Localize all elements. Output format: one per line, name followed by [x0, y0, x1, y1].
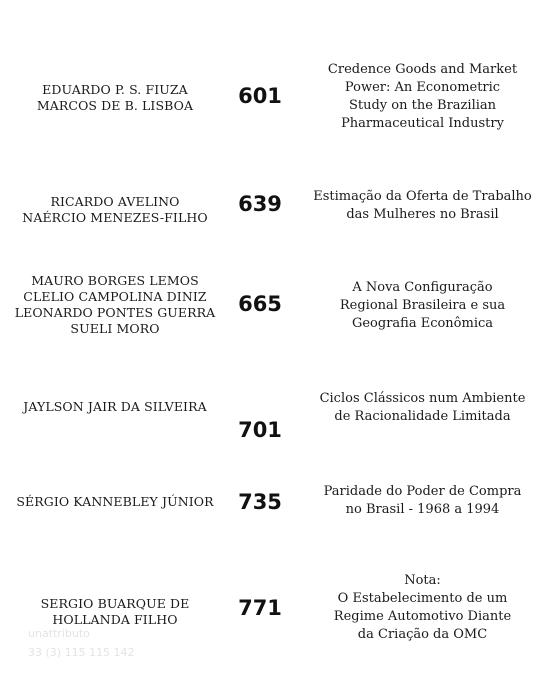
- entry-title: [300, 483, 545, 519]
- entry-authors: [0, 273, 230, 337]
- author-name: SUELI MORO: [70, 321, 160, 336]
- entry-title: [300, 61, 545, 133]
- title-line: O Estabelecimento de um: [337, 591, 508, 606]
- title-line: Power: An Econometric: [344, 80, 501, 95]
- title-line: Geografia Econômica: [351, 316, 494, 331]
- entry-title: [300, 390, 545, 426]
- entry-authors: [0, 194, 230, 226]
- author-name: HOLLANDA FILHO: [52, 612, 178, 627]
- author-name: MAURO BORGES LEMOS: [31, 273, 199, 288]
- author-name: EDUARDO P. S. FIUZA: [42, 82, 188, 97]
- title-line: Ciclos Clássicos num Ambiente: [319, 391, 526, 406]
- entry-page-number: 701: [238, 418, 282, 442]
- entry-page-number: 601: [238, 84, 282, 108]
- entry-page-number: 665: [238, 292, 282, 316]
- title-line: Regime Automotivo Diante: [333, 609, 512, 624]
- author-name: MARCOS DE B. LISBOA: [36, 98, 194, 113]
- entry-authors: [0, 596, 230, 628]
- author-name: NAÉRCIO MENEZES-FILHO: [22, 210, 208, 225]
- title-line: da Criação da OMC: [357, 627, 488, 642]
- title-line: no Brasil - 1968 a 1994: [345, 502, 500, 517]
- title-line: Estimação da Oferta de Trabalho: [313, 189, 532, 204]
- title-line: Credence Goods and Market: [327, 62, 518, 77]
- author-name: SERGIO BUARQUE DE: [40, 596, 190, 611]
- title-line: Pharmaceutical Industry: [341, 116, 504, 131]
- bleed-through-text: 33 (3) 115 115 142: [28, 646, 135, 659]
- entry-page-number: 639: [238, 192, 282, 216]
- entry-page-number: 735: [238, 490, 282, 514]
- entry-title: [300, 188, 545, 224]
- author-name: CLELIO CAMPOLINA DINIZ: [23, 289, 207, 304]
- title-line: A Nova Configuração: [352, 280, 493, 295]
- author-name: SÉRGIO KANNEBLEY JÚNIOR: [16, 494, 214, 509]
- title-line: Nota:: [404, 573, 441, 588]
- entry-page-number: 771: [238, 596, 282, 620]
- bleed-through-text: unattributo: [28, 627, 90, 640]
- title-line: Paridade do Poder de Compra: [323, 484, 522, 499]
- entry-title: [300, 572, 545, 644]
- entry-title: [300, 279, 545, 333]
- entry-authors: [0, 494, 230, 510]
- title-line: Study on the Brazilian: [348, 98, 497, 113]
- author-name: RICARDO AVELINO: [50, 194, 180, 209]
- author-name: JAYLSON JAIR DA SILVEIRA: [23, 399, 207, 414]
- title-line: de Racionalidade Limitada: [334, 409, 511, 424]
- title-line: Regional Brasileira e sua: [339, 298, 506, 313]
- entry-authors: [0, 82, 230, 114]
- entry-authors: [0, 399, 230, 415]
- author-name: LEONARDO PONTES GUERRA: [14, 305, 216, 320]
- title-line: das Mulheres no Brasil: [346, 207, 499, 222]
